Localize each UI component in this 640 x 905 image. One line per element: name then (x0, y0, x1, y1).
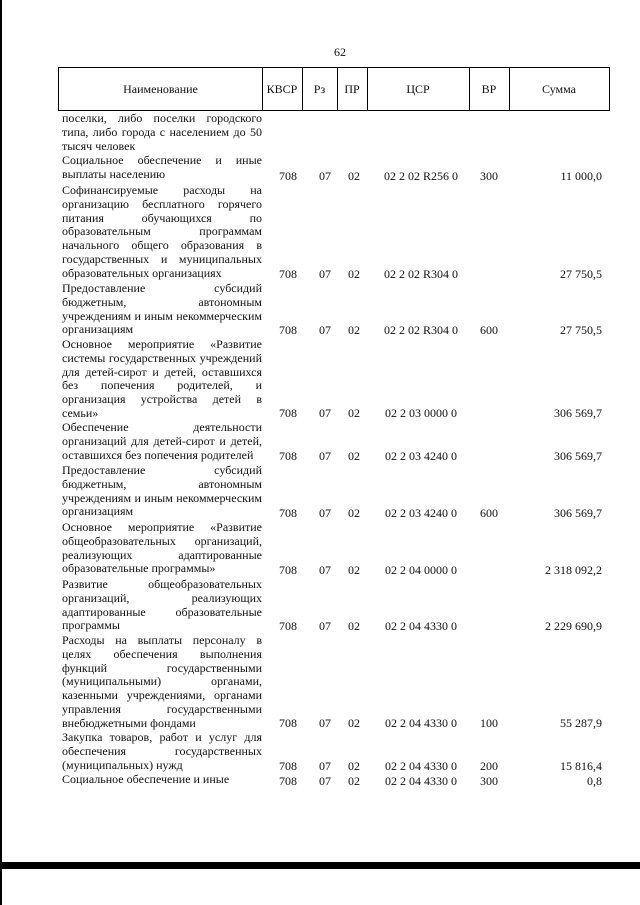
row-sum: 27 750,5 (560, 323, 602, 337)
row-rz: 07 (319, 267, 331, 281)
header-csr: ЦСР (406, 82, 430, 96)
row-pr: 02 (348, 449, 360, 463)
header-name: Наименование (123, 82, 198, 96)
header-pr: ПР (344, 82, 360, 96)
row-csr: 02 2 03 0000 0 (385, 406, 457, 420)
row-pr: 02 (348, 759, 360, 773)
row-name: поселки, либо поселки городского типа, либо города с населением до 50 тысяч человек (62, 111, 262, 153)
row-pr: 02 (348, 716, 360, 730)
row-pr: 02 (348, 619, 360, 633)
row-kvsr: 708 (279, 449, 297, 463)
row-sum: 2 229 690,9 (545, 619, 602, 633)
row-sum: 27 750,5 (560, 267, 602, 281)
row-kvsr: 708 (279, 169, 297, 183)
row-kvsr: 708 (279, 774, 297, 788)
row-csr: 02 2 04 4330 0 (385, 619, 457, 633)
table-header (58, 67, 610, 111)
row-name: Предоставление субсидий бюджетным, автономным учреждениям и иным некоммерческим организациям (62, 463, 262, 519)
page-bottom-bar (0, 862, 640, 869)
row-name: Предоставление субсидий бюджетным, автономным учреждениям и иным некоммерческим организациям (62, 281, 262, 337)
row-name: Развитие общеобразовательных организаций, реализующих адаптированные образовательные программы (62, 577, 262, 633)
row-sum: 2 318 092,2 (545, 563, 602, 577)
row-rz: 07 (319, 169, 331, 183)
row-sum: 55 287,9 (560, 716, 602, 730)
row-vr: 300 (480, 169, 498, 183)
row-csr: 02 2 04 0000 0 (385, 563, 457, 577)
row-kvsr: 708 (279, 563, 297, 577)
row-pr: 02 (348, 267, 360, 281)
row-pr: 02 (348, 774, 360, 788)
row-rz: 07 (319, 563, 331, 577)
row-name: Основное мероприятие «Развитие общеобразовательных организаций, реализующих адаптированные образовательные программы» (62, 520, 262, 576)
row-rz: 07 (319, 506, 331, 520)
table-row (0, 184, 640, 281)
row-rz: 07 (319, 759, 331, 773)
row-kvsr: 708 (279, 716, 297, 730)
row-name: Социальное обеспечение и иные выплаты населению (62, 153, 262, 181)
row-vr: 200 (480, 759, 498, 773)
row-csr: 02 2 04 4330 0 (385, 716, 457, 730)
row-rz: 07 (319, 449, 331, 463)
table-row (0, 338, 640, 420)
table-row (0, 773, 640, 788)
row-csr: 02 2 03 4240 0 (385, 506, 457, 520)
row-kvsr: 708 (279, 759, 297, 773)
row-sum: 15 816,4 (560, 759, 602, 773)
row-name: Закупка товаров, работ и услуг для обеспечения государственных (муниципальных) нужд (62, 730, 262, 772)
row-kvsr: 708 (279, 619, 297, 633)
row-vr: 100 (480, 716, 498, 730)
row-rz: 07 (319, 619, 331, 633)
row-kvsr: 708 (279, 267, 297, 281)
row-name: Обеспечение деятельности организаций для детей-сирот и детей, оставшихся без попечения родителей (62, 420, 262, 462)
table-row (0, 731, 640, 773)
row-sum: 0,8 (587, 774, 602, 788)
row-name: Расходы на выплаты персоналу в целях обеспечения выполнения функций государственными (муниципальными) органами, казенными учреждениями, органами управления государственными внебюджетными фондами (62, 633, 262, 730)
table-row (0, 521, 640, 577)
table-row (0, 464, 640, 520)
table-row (0, 282, 640, 337)
row-csr: 02 2 04 4330 0 (385, 759, 457, 773)
row-pr: 02 (348, 323, 360, 337)
row-rz: 07 (319, 716, 331, 730)
row-pr: 02 (348, 506, 360, 520)
row-pr: 02 (348, 169, 360, 183)
row-rz: 07 (319, 323, 331, 337)
table-row (0, 154, 640, 183)
row-sum: 306 569,7 (554, 406, 602, 420)
table-row (0, 112, 640, 154)
row-kvsr: 708 (279, 406, 297, 420)
row-csr: 02 2 04 4330 0 (385, 774, 457, 788)
table-row (0, 421, 640, 463)
row-rz: 07 (319, 406, 331, 420)
header-sum: Сумма (542, 82, 576, 96)
row-sum: 306 569,7 (554, 506, 602, 520)
row-csr: 02 2 03 4240 0 (385, 449, 457, 463)
row-pr: 02 (348, 406, 360, 420)
header-rz: Рз (313, 82, 326, 96)
header-vr: ВР (481, 82, 497, 96)
row-sum: 306 569,7 (554, 449, 602, 463)
row-kvsr: 708 (279, 323, 297, 337)
table-row (0, 634, 640, 730)
table-row (0, 578, 640, 633)
row-kvsr: 708 (279, 506, 297, 520)
row-pr: 02 (348, 563, 360, 577)
page-number: 62 (334, 45, 346, 59)
row-csr: 02 2 02 R304 0 (383, 267, 458, 281)
row-vr: 600 (480, 506, 498, 520)
row-vr: 600 (480, 323, 498, 337)
row-vr: 300 (480, 774, 498, 788)
row-name: Социальное обеспечение и иные (62, 772, 230, 786)
row-name: Основное мероприятие «Развитие системы государственных учреждений для детей-сирот и детей, оставшихся без попечения родителей, и организация устройства детей в семьи» (62, 337, 262, 420)
header-kvsr: КВСР (266, 82, 298, 96)
row-rz: 07 (319, 774, 331, 788)
row-csr: 02 2 02 R304 0 (383, 323, 458, 337)
row-sum: 11 000,0 (560, 169, 602, 183)
row-csr: 02 2 02 R256 0 (383, 169, 458, 183)
row-name: Софинансируемые расходы на организацию бесплатного горячего питания обучающихся по образовательным программам начального общего образования в государственных и муниципальных образовательных организациях (62, 183, 262, 280)
